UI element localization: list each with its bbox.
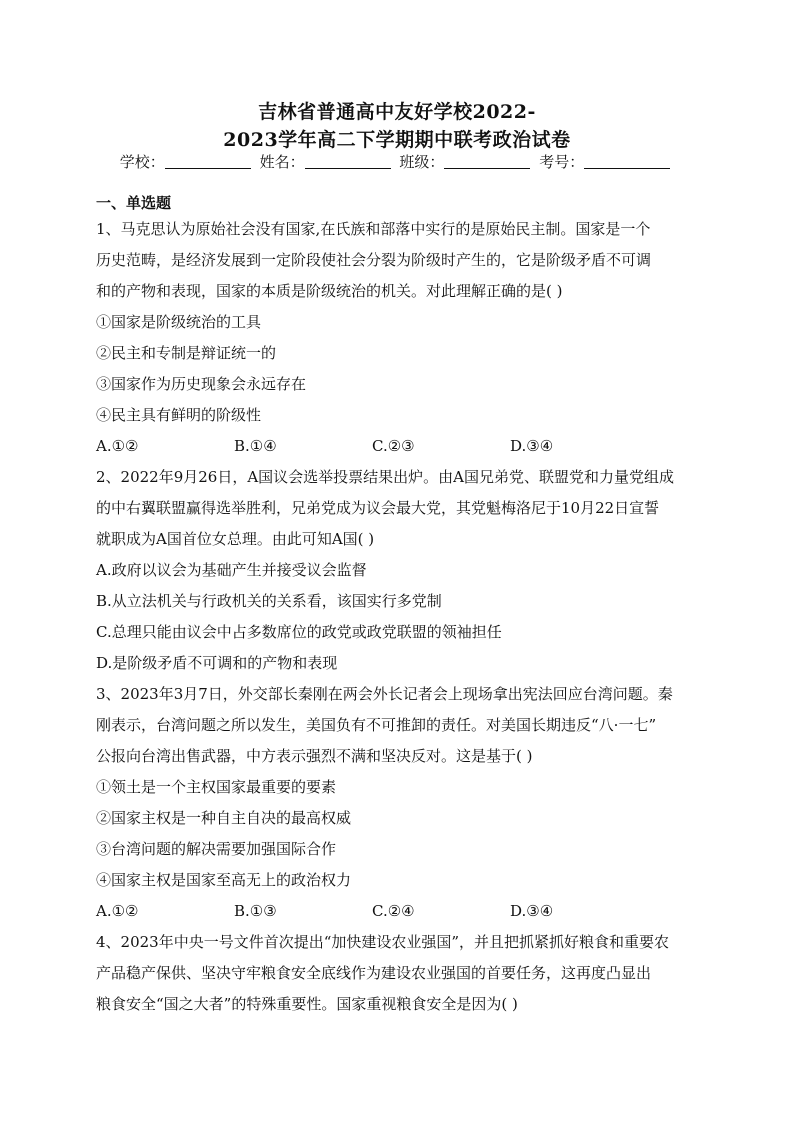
statement-item: ②国家主权是一种自主自决的最高权威 <box>96 809 352 827</box>
option-d[interactable]: D.③④ <box>510 902 554 920</box>
school-label: 学校： <box>119 153 165 171</box>
questions-area <box>96 214 700 1020</box>
question-line: 刚表示，台湾问题之所以发生，美国负有不可推卸的责任。对美国长期违反“八·一七” <box>96 716 657 734</box>
question-line: 产品稳产保供、坚决守牢粮食安全底线作为建设农业强国的首要任务，这再度凸显出 <box>96 964 652 982</box>
class-blank[interactable] <box>444 154 530 169</box>
answer-options <box>96 431 700 462</box>
answer-options <box>96 896 700 927</box>
option-c[interactable]: C.②③ <box>372 437 415 455</box>
option-d[interactable]: D.③④ <box>510 437 554 455</box>
exam-title-line2: 2023学年高二下学期期中联考政治试卷 <box>223 129 571 151</box>
statement-item: ①国家是阶级统治的工具 <box>96 313 262 331</box>
question-line: 2、2022年9月26日，A国议会选举投票结果出炉。由A国兄弟党、联盟党和力量党组成 <box>96 468 675 486</box>
class-label: 班级： <box>399 153 445 171</box>
statement-item: ③台湾问题的解决需要加强国际合作 <box>96 840 337 858</box>
statement-item: ③国家作为历史现象会永远存在 <box>96 375 307 393</box>
section-title: 一、单选题 <box>96 194 172 212</box>
choice-d[interactable]: D.是阶级矛盾不可调和的产物和表现 <box>96 654 338 672</box>
exam-title-line1: 吉林省普通高中友好学校2022- <box>258 101 536 123</box>
question-line: 3、2023年3月7日，外交部长秦刚在两会外长记者会上现场拿出宪法回应台湾问题。秦 <box>96 685 673 703</box>
option-b[interactable]: B.①③ <box>234 902 277 920</box>
question-line: 历史范畴，是经济发展到一定阶段使社会分裂为阶级时产生的，它是阶级矛盾不可调 <box>96 251 652 269</box>
exam-number-label: 考号： <box>539 153 585 171</box>
statement-item: ④国家主权是国家至高无上的政治权力 <box>96 871 352 889</box>
statement-item: ①领土是一个主权国家最重要的要素 <box>96 778 337 796</box>
statement-item: ④民主具有鲜明的阶级性 <box>96 406 262 424</box>
name-blank[interactable] <box>305 154 391 169</box>
choice-a[interactable]: A.政府以议会为基础产生并接受议会监督 <box>96 561 367 579</box>
option-a[interactable]: A.①② <box>96 437 139 455</box>
exam-number-blank[interactable] <box>584 154 670 169</box>
student-info-row <box>0 151 794 172</box>
option-b[interactable]: B.①④ <box>234 437 277 455</box>
option-a[interactable]: A.①② <box>96 902 139 920</box>
question-line: 的中右翼联盟赢得选举胜利，兄弟党成为议会最大党，其党魁梅洛尼于10月22日宣誓 <box>96 499 660 517</box>
choice-b[interactable]: B.从立法机关与行政机关的关系看，该国实行多党制 <box>96 592 442 610</box>
statement-item: ②民主和专制是辩证统一的 <box>96 344 277 362</box>
question-line: 和的产物和表现，国家的本质是阶级统治的机关。对此理解正确的是( ) <box>96 282 563 300</box>
question-line: 粮食安全“国之大者”的特殊重要性。国家重视粮食安全是因为( ) <box>96 995 518 1013</box>
option-c[interactable]: C.②④ <box>372 902 415 920</box>
question-line: 就职成为A国首位女总理。由此可知A国( ) <box>96 530 375 548</box>
school-blank[interactable] <box>165 154 251 169</box>
question-line: 公报向台湾出售武器，中方表示强烈不满和坚决反对。这是基于( ) <box>96 747 533 765</box>
question-line: 1、马克思认为原始社会没有国家,在氏族和部落中实行的是原始民主制。国家是一个 <box>96 220 651 238</box>
name-label: 姓名： <box>259 153 305 171</box>
question-line: 4、2023年中央一号文件首次提出“加快建设农业强国”，并且把抓紧抓好粮食和重要农 <box>96 933 670 951</box>
choice-c[interactable]: C.总理只能由议会中占多数席位的政党或政党联盟的领袖担任 <box>96 623 502 641</box>
